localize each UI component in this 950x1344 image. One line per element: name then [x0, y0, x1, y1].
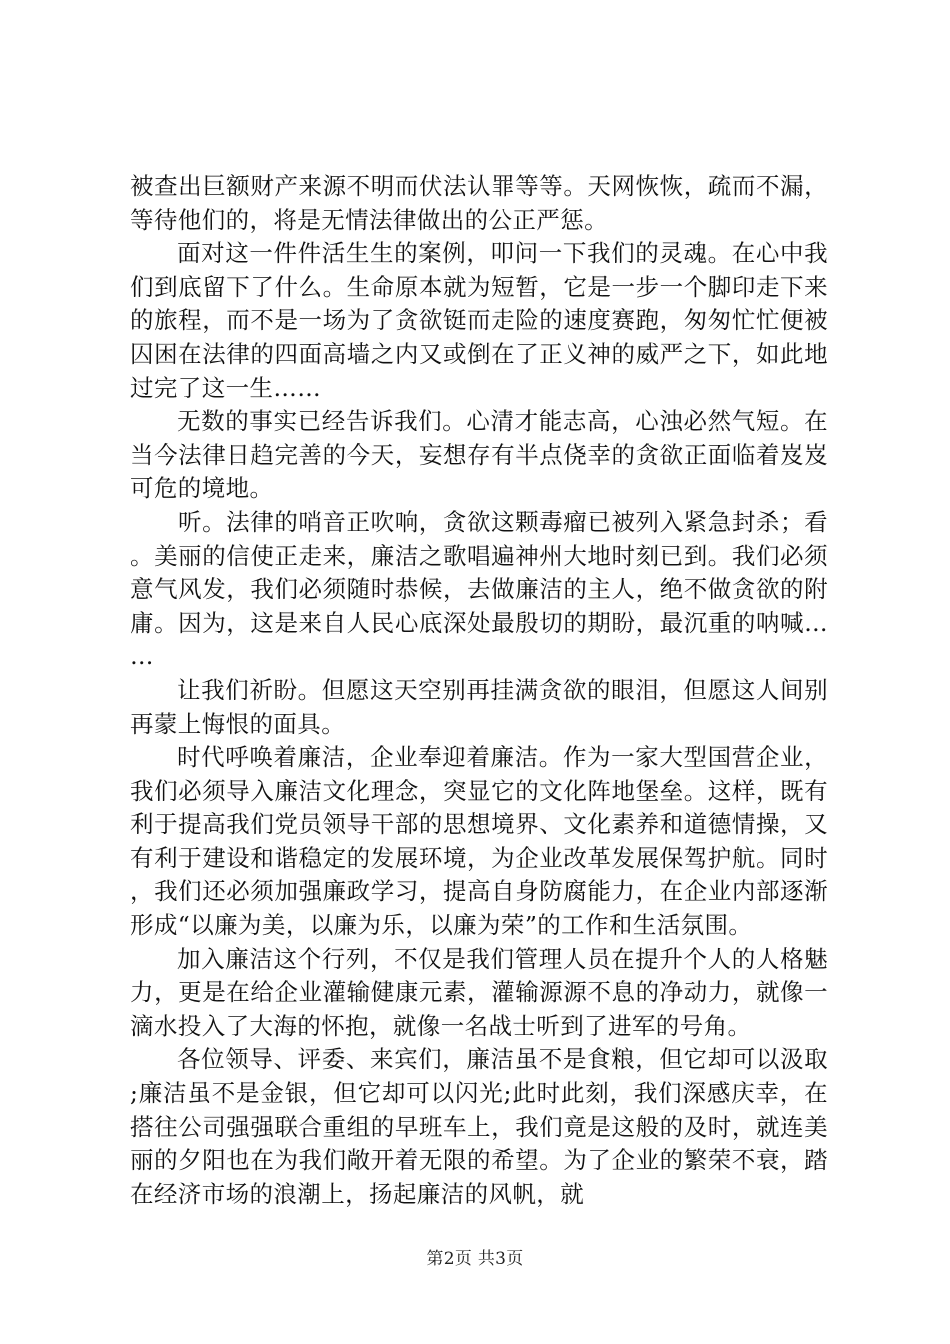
paragraph-6: 时代呼唤着廉洁，企业奉迎着廉洁。作为一家大型国营企业，我们必须导入廉洁文化理念，突显它的文化阵地堡垒。这样，既有利于提高我们党员领导干部的思想境界、文化素养和道德情操，又有利于建设和谐稳定的发展环境，为企业改革发展保驾护航。同时，我们还必须加强廉政学习，提高自身防腐能力，在企业内部逐渐形成“以廉为美，以廉为乐，以廉为荣”的工作和生活氛围。 [130, 743, 828, 940]
paragraph-4: 听。法律的哨音正吹响，贪欲这颗毒瘤已被列入紧急封杀；看。美丽的信使正走来，廉洁之歌唱遍神州大地时刻已到。我们必须意气风发，我们必须随时恭候，去做廉洁的主人，绝不做贪欲的附庸。因为，这是来自人民心底深处最殷切的期盼，最沉重的呐喊…… [130, 507, 828, 671]
page-number-footer: 第2页 共3页 [426, 1249, 524, 1269]
paragraph-7: 加入廉洁这个行列，不仅是我们管理人员在提升个人的人格魅力，更是在给企业灌输健康元素，灌输源源不息的净动力，就像一滴水投入了大海的怀抱，就像一名战士听到了进军的号角。 [130, 944, 828, 1040]
paragraph-2: 面对这一件件活生生的案例，叩问一下我们的灵魂。在心中我们到底留下了什么。生命原本就为短暂，它是一步一个脚印走下来的旅程，而不是一场为了贪欲铤而走险的速度赛跑，匆匆忙忙便被囚困在法律的四面高墙之内又或倒在了正义神的威严之下，如此地过完了这一生…… [130, 239, 828, 402]
paragraph-8: 各位领导、评委、来宾们，廉洁虽不是食粮，但它却可以汲取;廉洁虽不是金银，但它却可以闪光;此时此刻，我们深感庆幸，在搭往公司强强联合重组的早班车上，我们竟是这般的及时，就连美丽的夕阳也在为我们敞开着无限的希望。为了企业的繁荣不衰，踏在经济市场的浪潮上，扬起廉洁的风帆，就 [130, 1045, 828, 1208]
document-body [130, 170, 828, 1211]
paragraph-5: 让我们祈盼。但愿这天空别再挂满贪欲的眼泪，但愿这人间别再蒙上悔恨的面具。 [130, 675, 828, 738]
paragraph-1: 被查出巨额财产来源不明而伏法认罪等等。天网恢恢，疏而不漏，等待他们的，将是无情法律做出的公正严惩。 [130, 172, 828, 234]
paragraph-3: 无数的事实已经告诉我们。心清才能志高，心浊必然气短。在当今法律日趋完善的今天，妄想存有半点侥幸的贪欲正面临着岌岌可危的境地。 [130, 407, 828, 503]
